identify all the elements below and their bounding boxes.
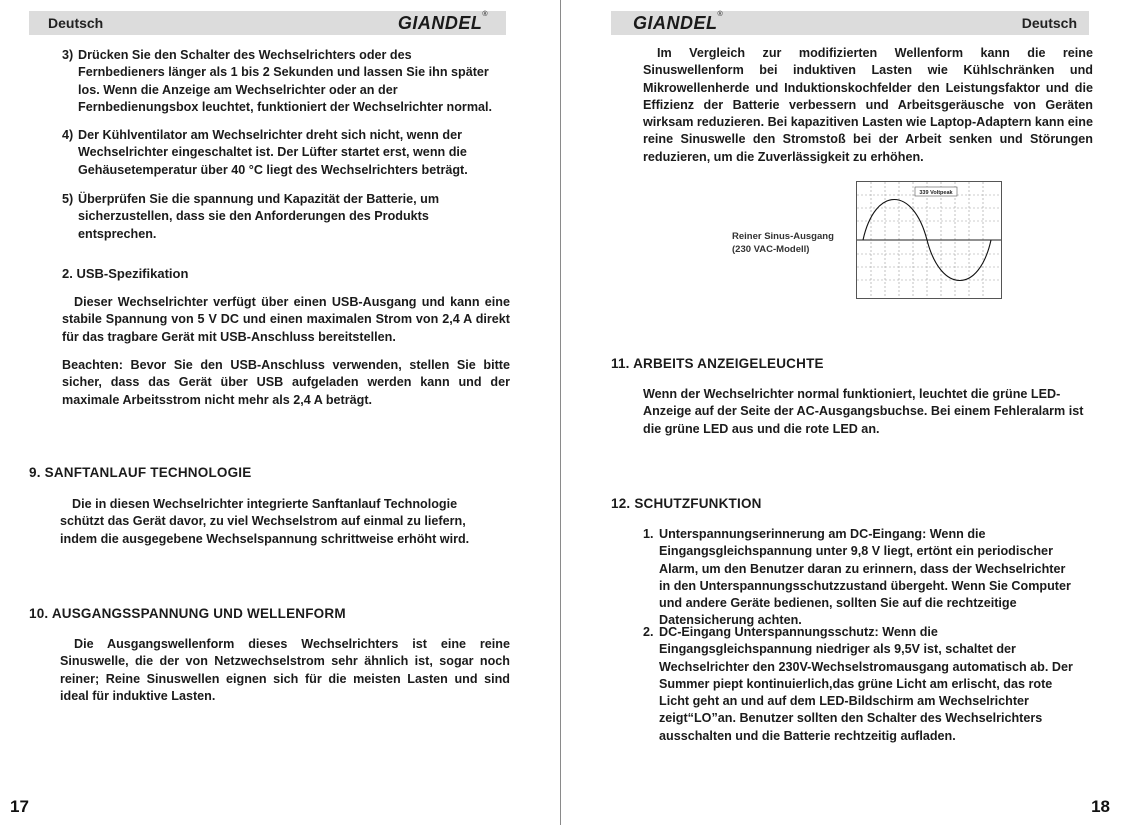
section-10-heading: 10. AUSGANGSSPANNUNG UND WELLENFORM: [29, 606, 346, 621]
right-header-bar: [611, 11, 1089, 35]
page-number-left: 17: [10, 797, 29, 816]
list-item-3: [62, 47, 500, 116]
usb-note-label: Beachten:: [62, 358, 123, 372]
section-9-paragraph: Die in diesen Wechselrichter integrierte Sanftanlauf Technologie schützt das Gerät davor, zu viel Wechselstrom auf einmal zu liefern, indem die ausgegebene Wechselspannung schrittweise erhöht wird.: [60, 497, 470, 546]
usb-heading: 2. USB-Spezifikation: [62, 266, 189, 281]
left-header-language: Deutsch: [48, 15, 104, 31]
list-item-number: 3): [62, 48, 74, 62]
section-10-paragraph: Die Ausgangswellenform dieses Wechselrichters ist eine reine Sinuswelle, die der von Netzwechselstrom sehr ähnlich ist, sogar noch reiner; Reine Sinuswellen eignen sich für die meisten Lasten und sind ideal für induktive Lasten.: [60, 637, 510, 703]
protection-item-number: 1.: [643, 527, 654, 541]
section-9-heading: 9. SANFTANLAUF TECHNOLOGIE: [29, 465, 252, 480]
left-header-bar: [29, 11, 506, 35]
left-brand-logo: GIANDEL®: [397, 11, 488, 33]
sine-label-line2: (230 VAC-Modell): [732, 243, 810, 255]
intro-paragraph: Im Vergleich zur modifizierten Wellenform kann die reine Sinuswellenform bei induktiven Lasten wie Kühlschränken und Mikrowellenherde und Induktionskochfelder den Leistungsfaktor und die Effizienz der Batterie verbessern und Arbeitsgeräusche von Geräten wirksam reduzieren. Bei kapazitiven Lasten wie Laptop-Adaptern kann eine reine Sinuswelle den Stromstoß bei der Arbeit senken und Störungen reduzieren, um die Zuverlässigkeit zu erhöhen.: [643, 46, 1093, 164]
list-item-4: [62, 127, 502, 179]
section-12-heading: 12. SCHUTZFUNKTION: [611, 496, 762, 511]
sine-wave-figure: [856, 181, 1002, 299]
list-item-text: Überprüfen Sie die spannung und Kapazität der Batterie, um sicherzustellen, dass sie den Anforderungen des Produkts entsprechen.: [78, 192, 440, 241]
left-page: [0, 0, 560, 825]
list-item-number: 5): [62, 192, 74, 206]
list-item-number: 4): [62, 128, 74, 142]
protection-item-1: [643, 526, 1075, 630]
usb-note-text: Bevor Sie den USB-Anschluss verwenden, stellen Sie bitte sicher, dass das Gerät über USB aufgeladen werden kann und der maximale Arbeitsstrom nicht mehr als 2,4 A beträgt.: [62, 358, 510, 407]
list-item-text: Der Kühlventilator am Wechselrichter dreht sich nicht, wenn der Wechselrichter eingeschaltet ist. Der Lüfter startet erst, wenn die Gehäusetemperatur über 40 °C liegt des Wechselrichters beträgt.: [78, 128, 468, 177]
section-11-paragraph: Wenn der Wechselrichter normal funktioniert, leuchtet die grüne LED-Anzeige auf der Seite der AC-Ausgangsbuchse. Bei einem Fehleralarm ist die grüne LED aus und die rote LED an.: [643, 387, 1084, 436]
sine-label-line1: Reiner Sinus-Ausgang: [732, 231, 834, 242]
protection-item-number: 2.: [643, 625, 654, 639]
right-page: [562, 0, 1124, 825]
protection-item-text: Unterspannungserinnerung am DC-Eingang: Wenn die Eingangsgleichspannung unter 9,8 V liegt, ertönt ein periodischer Alarm, um den Benutzer daran zu erinnern, dass der Wechselrichter in den Unterspannungsschutzzustand übergeht. Wenn Sie Computer und andere Geräte bedienen, sollten Sie auf die rechtzeitige Datensicherung achten.: [659, 527, 1071, 628]
protection-item-text: DC-Eingang Unterspannungsschutz: Wenn die Eingangsgleichspannung niedriger als 9,5V ist, schaltet der Wechselrichter den 230V-Wechselstromausgang automatisch ab. Der Summer piept kontinuierlich,das grüne Licht am erlischt, das rote Licht geht an und auf dem LED-Bildschirm am Wechselrichter zeigt“LO”an. Benutzer sollten den Schalter des Wechselrichters ausschalten und die Batterie rechtzeitig aufladen.: [659, 625, 1073, 743]
right-header-language: Deutsch: [1021, 15, 1077, 31]
page-divider: [560, 0, 561, 825]
section-11-heading: 11. ARBEITS ANZEIGELEUCHTE: [611, 356, 824, 371]
sine-figure-label: [732, 231, 834, 256]
sine-wave-plot: [857, 182, 1001, 298]
page-number-right: 18: [1091, 797, 1110, 816]
list-item-text: Drücken Sie den Schalter des Wechselrichters oder des Fernbedieners länger als 1 bis 2 Sekunden und lassen Sie ihn später los. Wenn die Anzeige am Wechselrichter oder an der Fernbedienungsbox leuchtet, funktioniert der Wechselrichter normal.: [78, 48, 493, 114]
usb-paragraph: Dieser Wechselrichter verfügt über einen USB-Ausgang und kann eine stabile Spannung von 5 V DC und einen maximalen Strom von 2,4 A direkt für das tragbare Gerät mit USB-Anschluss bereitstellen.: [62, 295, 510, 344]
right-brand-logo: GIANDEL®: [633, 11, 724, 33]
usb-note: [62, 357, 510, 409]
list-item-5: [62, 191, 502, 243]
protection-item-2: [643, 624, 1077, 745]
sine-peak-label: 339 Voltpeak: [919, 190, 953, 196]
